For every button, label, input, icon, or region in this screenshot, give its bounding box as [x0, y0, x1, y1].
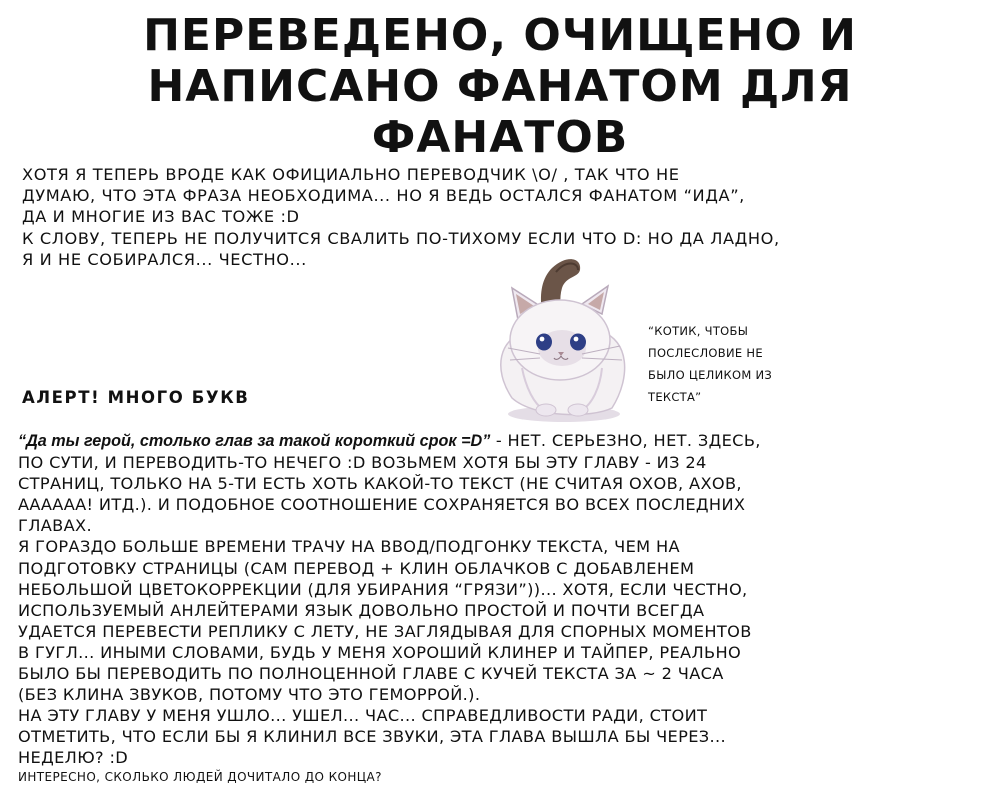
main-paragraph: - НЕТ. СЕРЬЕЗНО, НЕТ. ЗДЕСЬ, ПО СУТИ, И ПЕРЕВОДИТЬ-ТО НЕЧЕГО :D ВОЗЬМЕМ ХОТЯ БЫ ЭТУ ГЛАВУ - ИЗ 24 СТРАНИЦ, ТОЛЬКО НА 5-ТИ ЕСТЬ ХОТЬ КАКОЙ-ТО ТЕКСТ (НЕ СЧИТАЯ ОХОВ, АХОВ, АААААА! ИТД.). И ПОДОБНОЕ СООТНОШЕНИЕ СОХРАНЯЕТСЯ ВО ВСЕХ ПОСЛЕДНИХ ГЛАВАХ. Я ГОРАЗДО БОЛЬШЕ ВРЕМЕНИ ТРАЧУ НА ВВОД/ПОДГОНКУ ТЕКСТА, ЧЕМ НА ПОДГОТОВКУ СТРАНИЦЫ (САМ ПЕРЕВОД + КЛИН ОБЛАЧКОВ С ДОБАВЛЕНЕМ НЕБОЛЬШОЙ ЦВЕТОКОРРЕКЦИИ (ДЛЯ УБИРАНИЯ “ГРЯЗИ”))... ХОТЯ, ЕСЛИ ЧЕСТНО, ИСПОЛЬЗУЕМЫЙ АНЛЕЙТЕРАМИ ЯЗЫК ДОВОЛЬНО ПРОСТОЙ И ПОЧТИ ВСЕГДА УДАЕТСЯ ПЕРЕВЕСТИ РЕПЛИКУ С ЛЕТУ, НЕ ЗАГЛЯДЫВАЯ ДЛЯ СПОРНЫХ МОМЕНТОВ В ГУГЛ... ИНЫМИ СЛОВАМИ, БУДЬ У МЕНЯ ХОРОШИЙ КЛИНЕР И ТАЙПЕР, РЕАЛЬНО БЫЛО БЫ ПЕРЕВОДИТЬ ПО ПОЛНОЦЕННОЙ ГЛАВЕ С КУЧЕЙ ТЕКСТА ЗА ~ 2 ЧАСА (БЕЗ КЛИНА ЗВУКОВ, ПОТОМУ ЧТО ЭТО ГЕМОРРОЙ.). НА ЭТУ ГЛАВУ У МЕНЯ УШЛО... УШЕЛ... ЧАС... СПРАВЕДЛИВОСТИ РАДИ, СТОИТ ОТМЕТИТЬ, ЧТО ЕСЛИ БЫ Я КЛИНИЛ ВСЕ ЗВУКИ, ЭТА ГЛАВА ВЫШЛА БЫ ЧЕРЕЗ... НЕДЕЛЮ? :D	[18, 431, 761, 768]
intro-paragraph: ХОТЯ Я ТЕПЕРЬ ВРОДЕ КАК ОФИЦИАЛЬНО ПЕРЕВОДЧИК \O/ , ТАК ЧТО НЕ ДУМАЮ, ЧТО ЭТА ФРАЗА НЕОБХОДИМА... НО Я ВЕДЬ ОСТАЛСЯ ФАНАТОМ “ИДА”, ДА И МНОГИЕ ИЗ ВАС ТОЖЕ :D К СЛОВУ, ТЕПЕРЬ НЕ ПОЛУЧИТСЯ СВАЛИТЬ ПО-ТИХОМУ ЕСЛИ ЧТО D: НО ДА ЛАДНО, Я И НЕ СОБИРАЛСЯ... ЧЕСТНО...	[22, 165, 780, 269]
footer-question: ИНТЕРЕСНО, СКОЛЬКО ЛЮДЕЙ ДОЧИТАЛО ДО КОНЦА?	[18, 770, 382, 784]
quote-text: “Да ты герой, столько глав за такой короткий срок =D”	[18, 432, 491, 450]
main-text	[18, 430, 980, 769]
cat-illustration	[482, 248, 642, 428]
page-title: ПЕРЕВЕДЕНО, ОЧИЩЕНО И НАПИСАНО ФАНАТОМ ДЛЯ ФАНАТОВ	[143, 10, 857, 163]
cat-eye-right	[570, 334, 586, 351]
cat-caption: “КОТИК, ЧТОБЫ ПОСЛЕСЛОВИЕ НЕ БЫЛО ЦЕЛИКОМ ИЗ ТЕКСТА”	[648, 324, 773, 404]
alert-heading: АЛЕРТ! МНОГО БУКВ	[22, 388, 250, 407]
cat-icon	[482, 248, 642, 428]
cat-eye-left	[536, 334, 552, 351]
